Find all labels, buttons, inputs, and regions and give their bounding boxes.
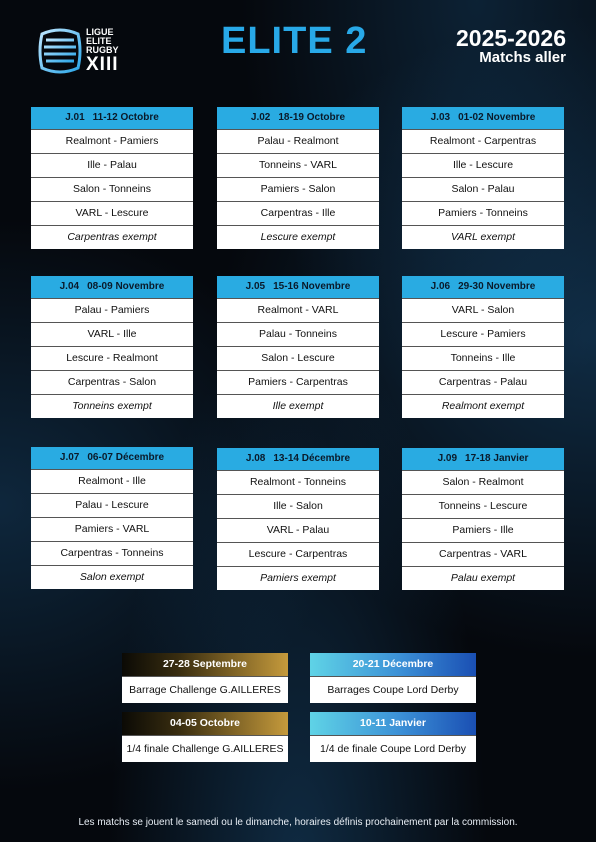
match-row: Carpentras - Salon	[31, 370, 193, 394]
bye-row: Ille exempt	[217, 394, 379, 418]
round-header	[217, 448, 379, 470]
round-dates: 13-14 Décembre	[273, 453, 351, 464]
round-number: J.09	[437, 453, 458, 464]
cup-event-dates: 27-28 Septembre	[122, 653, 288, 676]
round-dates: 01-02 Novembre	[458, 112, 536, 123]
cup-event-card	[122, 712, 288, 762]
match-row: Carpentras - Tonneins	[31, 541, 193, 565]
match-row: Tonneins - Lescure	[402, 494, 564, 518]
bye-row: Carpentras exempt	[31, 225, 193, 249]
match-row: Palau - Tonneins	[217, 322, 379, 346]
match-row: Ille - Lescure	[402, 153, 564, 177]
round-card	[402, 107, 564, 249]
bye-row: VARL exempt	[402, 225, 564, 249]
match-row: Palau - Lescure	[31, 493, 193, 517]
round-number: J.04	[59, 281, 80, 292]
round-header	[217, 107, 379, 129]
round-number: J.06	[430, 281, 451, 292]
round-header	[217, 276, 379, 298]
cup-event-card	[310, 653, 476, 703]
cup-event-dates: 20-21 Décembre	[310, 653, 476, 676]
match-row: Carpentras - VARL	[402, 542, 564, 566]
round-dates: 15-16 Novembre	[273, 281, 351, 292]
round-header	[31, 107, 193, 129]
round-number: J.08	[245, 453, 266, 464]
round-card	[31, 107, 193, 249]
league-logo	[38, 28, 128, 74]
round-header	[402, 276, 564, 298]
match-row: Realmont - Pamiers	[31, 129, 193, 153]
cup-event-card	[310, 712, 476, 762]
round-card	[217, 276, 379, 418]
round-header	[31, 447, 193, 469]
match-row: Lescure - Pamiers	[402, 322, 564, 346]
round-dates: 18-19 Octobre	[278, 112, 346, 123]
cup-event-label: Barrages Coupe Lord Derby	[310, 676, 476, 703]
page-title: ELITE 2	[221, 20, 368, 62]
match-row: Pamiers - VARL	[31, 517, 193, 541]
bye-row: Tonneins exempt	[31, 394, 193, 418]
round-number: J.05	[245, 281, 266, 292]
season-block	[456, 26, 566, 66]
bye-row: Lescure exempt	[217, 225, 379, 249]
round-card	[402, 448, 564, 590]
bye-row: Palau exempt	[402, 566, 564, 590]
season-year: 2025-2026	[456, 25, 566, 51]
match-row: Salon - Tonneins	[31, 177, 193, 201]
cup-event-label: 1/4 de finale Coupe Lord Derby	[310, 735, 476, 762]
round-header	[31, 276, 193, 298]
cup-event-label: Barrage Challenge G.AILLERES	[122, 676, 288, 703]
match-row: VARL - Palau	[217, 518, 379, 542]
match-row: Ille - Palau	[31, 153, 193, 177]
match-row: Realmont - VARL	[217, 298, 379, 322]
match-row: Lescure - Realmont	[31, 346, 193, 370]
round-number: J.03	[430, 112, 451, 123]
round-dates: 06-07 Décembre	[87, 452, 165, 463]
match-row: Pamiers - Salon	[217, 177, 379, 201]
match-row: Carpentras - Palau	[402, 370, 564, 394]
round-number: J.01	[65, 112, 85, 123]
cup-event-label: 1/4 finale Challenge G.AILLERES	[122, 735, 288, 762]
season-subtitle: Matchs aller	[479, 49, 566, 66]
bye-row: Salon exempt	[31, 565, 193, 589]
match-row: VARL - Salon	[402, 298, 564, 322]
round-card	[217, 448, 379, 590]
bye-row: Pamiers exempt	[217, 566, 379, 590]
match-row: Tonneins - VARL	[217, 153, 379, 177]
match-row: Realmont - Ille	[31, 469, 193, 493]
match-row: Palau - Pamiers	[31, 298, 193, 322]
round-card	[402, 276, 564, 418]
rugby-ball-icon	[38, 28, 82, 74]
round-number: J.02	[250, 112, 271, 123]
match-row: Salon - Realmont	[402, 470, 564, 494]
match-row: Tonneins - Ille	[402, 346, 564, 370]
match-row: VARL - Ille	[31, 322, 193, 346]
round-card	[217, 107, 379, 249]
match-row: Carpentras - Ille	[217, 201, 379, 225]
match-row: Pamiers - Ille	[402, 518, 564, 542]
round-dates: 08-09 Novembre	[87, 281, 165, 292]
cup-event-dates: 04-05 Octobre	[122, 712, 288, 735]
match-row: Pamiers - Tonneins	[402, 201, 564, 225]
round-dates: 11-12 Octobre	[92, 112, 159, 123]
round-card	[31, 447, 193, 589]
match-row: Lescure - Carpentras	[217, 542, 379, 566]
match-row: Palau - Realmont	[217, 129, 379, 153]
match-row: VARL - Lescure	[31, 201, 193, 225]
footer-note: Les matchs se jouent le samedi ou le dimanche, horaires définis prochainement par la commission.	[78, 817, 518, 828]
match-row: Pamiers - Carpentras	[217, 370, 379, 394]
round-header	[402, 107, 564, 129]
match-row: Realmont - Carpentras	[402, 129, 564, 153]
match-row: Salon - Lescure	[217, 346, 379, 370]
league-logo-text: LIGUE ELITE RUGBY XIII	[86, 27, 119, 75]
round-dates: 17-18 Janvier	[465, 453, 529, 464]
bye-row: Realmont exempt	[402, 394, 564, 418]
cup-event-card	[122, 653, 288, 703]
round-number: J.07	[59, 452, 80, 463]
match-row: Realmont - Tonneins	[217, 470, 379, 494]
match-row: Ille - Salon	[217, 494, 379, 518]
match-row: Salon - Palau	[402, 177, 564, 201]
round-dates: 29-30 Novembre	[458, 281, 536, 292]
cup-event-dates: 10-11 Janvier	[310, 712, 476, 735]
round-card	[31, 276, 193, 418]
round-header	[402, 448, 564, 470]
